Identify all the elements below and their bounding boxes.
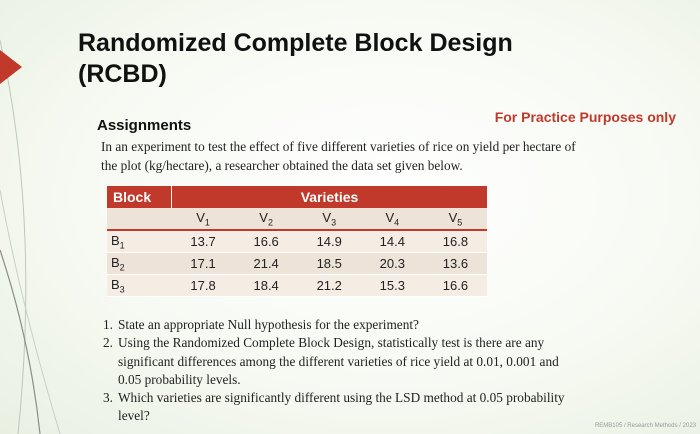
accent-arrow: [0, 50, 22, 84]
slide-title: [78, 28, 548, 90]
yield-cell: 15.3: [361, 275, 424, 297]
question-item: [103, 389, 583, 426]
table-body: [107, 208, 487, 297]
variety-label: $V_4$: [361, 208, 424, 230]
yield-cell: 20.3: [361, 253, 424, 275]
assignments-heading: Assignments: [97, 117, 192, 134]
yield-cell: 17.8: [172, 275, 235, 297]
practice-note: For Practice Purposes only: [494, 109, 676, 125]
intro-paragraph: In an experiment to test the effect of five different varieties of rice on yield per hectare of the plot (kg/hectare), a researcher obtained the data set given below.: [101, 139, 576, 173]
question-number: 3.: [103, 390, 113, 406]
yield-cell: 17.1: [172, 253, 235, 275]
question-number: 2.: [103, 335, 113, 351]
variety-label: $V_2$: [235, 208, 298, 230]
block-label: $B_1$: [107, 230, 172, 253]
question-list: [103, 316, 583, 426]
block-label: $B_2$: [107, 253, 172, 275]
variety-label-row: [107, 208, 487, 230]
yield-cell: 13.7: [172, 230, 235, 253]
title-line-2: (RCBD): [78, 60, 167, 88]
variety-label: $V_5$: [424, 208, 487, 230]
variety-label: $V_1$: [172, 208, 235, 230]
yield-cell: 18.5: [298, 253, 361, 275]
footer-text: REMB105 / Research Methods / 2023: [594, 423, 696, 429]
varieties-header: Varieties: [172, 186, 488, 208]
yield-cell: 16.6: [424, 275, 487, 297]
question-item: [103, 334, 583, 389]
table-row: [107, 275, 487, 297]
question-item: [103, 316, 583, 334]
yield-cell: 13.6: [424, 253, 487, 275]
table-row: [107, 230, 487, 253]
table-row: [107, 253, 487, 275]
question-text: Which varieties are significantly different using the LSD method at 0.05 probability level?: [118, 390, 565, 424]
variety-label: $V_3$: [298, 208, 361, 230]
yield-cell: 14.4: [361, 230, 424, 253]
question-text: Using the Randomized Complete Block Design, statistically test is there are any significant differences among the different varieties of rice yield at 0.01, 0.001 and 0.05 probability levels.: [118, 335, 559, 387]
block-header: Block: [107, 186, 172, 208]
yield-cell: 16.8: [424, 230, 487, 253]
title-line-1: Randomized Complete Block Design: [78, 29, 513, 57]
data-table: [107, 186, 487, 297]
question-number: 1.: [103, 317, 113, 332]
question-text: State an appropriate Null hypothesis for the experiment?: [118, 317, 419, 332]
yield-cell: 14.9: [298, 230, 361, 253]
yield-cell: 18.4: [235, 275, 298, 297]
block-label: $B_3$: [107, 275, 172, 297]
yield-cell: 21.4: [235, 253, 298, 275]
empty-cell: [107, 208, 172, 230]
yield-cell: 16.6: [235, 230, 298, 253]
yield-cell: 21.2: [298, 275, 361, 297]
